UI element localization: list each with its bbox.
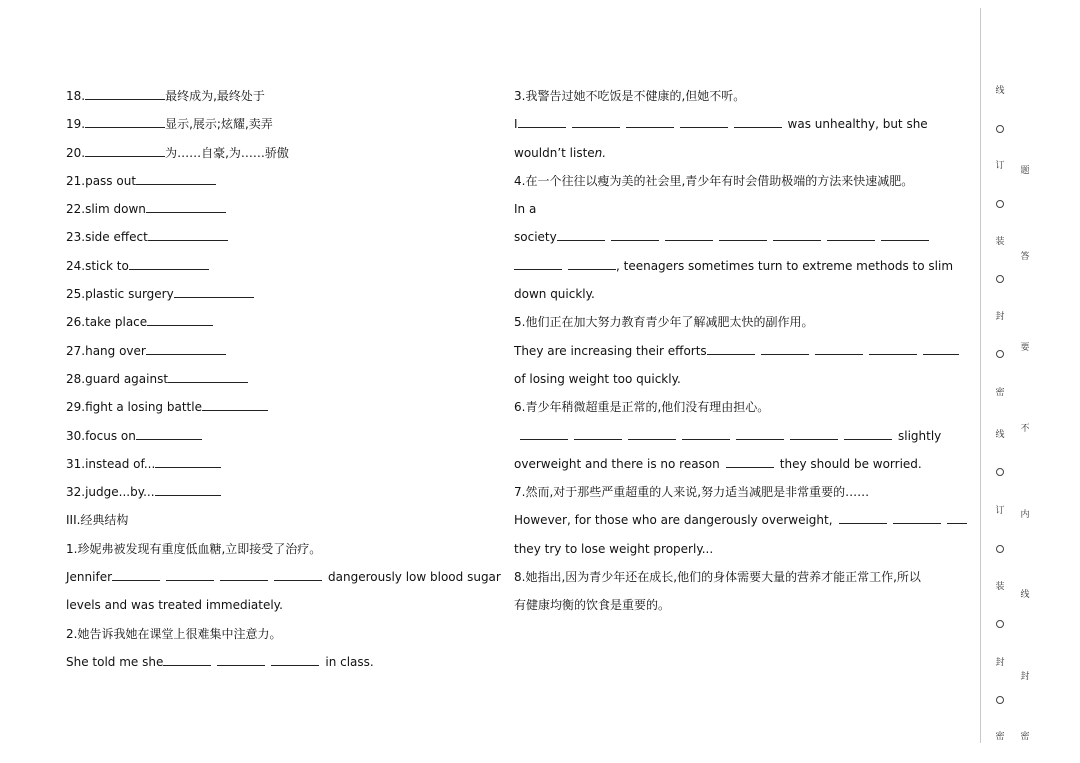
sentence-7-english-cont: they try to lose weight properly... [514, 541, 714, 556]
blank[interactable] [166, 570, 214, 581]
blank[interactable] [947, 513, 967, 524]
blank[interactable] [572, 117, 620, 128]
blank[interactable] [136, 429, 202, 440]
sentence-3-chinese: 3.我警告过她不吃饭是不健康的,但她不听。 [514, 89, 746, 103]
margin-note-char: 题 [1020, 166, 1030, 176]
margin-char: 装 [995, 582, 1005, 592]
item-28: 28.guard against [66, 365, 496, 393]
blank[interactable] [202, 400, 268, 411]
margin-char: 密 [995, 732, 1005, 742]
blank[interactable] [112, 570, 160, 581]
blank[interactable] [220, 570, 268, 581]
item-19: 19. 显示,展示;炫耀,卖弄 [66, 117, 273, 132]
sentence-7-english: However, for those who are dangerously overweight, [514, 506, 950, 534]
sentence-6-english: slightly [514, 422, 950, 450]
blank[interactable] [520, 429, 568, 440]
blank[interactable] [85, 117, 165, 128]
margin-note-char: 答 [1020, 252, 1030, 262]
blank[interactable] [155, 457, 221, 468]
blank[interactable] [719, 230, 767, 241]
sentence-5-english: They are increasing their efforts [514, 337, 950, 365]
binding-hole [996, 696, 1004, 704]
sentence-4-english-cont: society [514, 223, 950, 251]
binding-hole [996, 200, 1004, 208]
blank[interactable] [574, 429, 622, 440]
left-column [66, 82, 501, 676]
blank[interactable] [726, 457, 774, 468]
sentence-8-chinese: 8.她指出,因为青少年还在成长,他们的身体需要大量的营养才能正常工作,所以 [514, 570, 921, 585]
blank[interactable] [136, 174, 216, 185]
blank[interactable] [146, 344, 226, 355]
section-heading: III.经典结构 [66, 513, 129, 528]
item-20: 20. 为……自豪,为……骄傲 [66, 145, 289, 160]
sentence-2-chinese: 2.她告诉我她在课堂上很难集中注意力。 [66, 626, 282, 641]
item-25: 25.plastic surgery [66, 280, 496, 308]
blank[interactable] [557, 230, 605, 241]
blank[interactable] [844, 429, 892, 440]
blank[interactable] [129, 259, 209, 270]
blank[interactable] [736, 429, 784, 440]
blank[interactable] [85, 89, 165, 100]
blank[interactable] [680, 117, 728, 128]
sentence-1-chinese: 1.珍妮弗被发现有重度低血糖,立即接受了治疗。 [66, 541, 322, 556]
blank[interactable] [274, 570, 322, 581]
margin-note-char: 线 [1020, 590, 1030, 600]
sentence-3-english-cont: wouldn’t listen. [514, 145, 607, 160]
binding-hole [996, 620, 1004, 628]
blank[interactable] [839, 513, 887, 524]
margin-note-char: 内 [1020, 510, 1030, 520]
blank[interactable] [761, 344, 809, 355]
item-24: 24.stick to [66, 252, 496, 280]
blank[interactable] [85, 146, 165, 157]
blank[interactable] [881, 230, 929, 241]
item-30: 30.focus on [66, 422, 496, 450]
blank[interactable] [148, 230, 228, 241]
item-26: 26.take place [66, 308, 496, 336]
margin-char: 装 [995, 237, 1005, 247]
blank[interactable] [665, 230, 713, 241]
sentence-1-english: Jennifer dangerously low blood sugar [66, 570, 501, 585]
margin-char: 线 [995, 430, 1005, 440]
sentence-5-english-cont: of losing weight too quickly. [514, 371, 681, 386]
sentence-3-english: I was unhealthy, but she [514, 117, 928, 132]
blank[interactable] [146, 202, 226, 213]
binding-hole [996, 125, 1004, 133]
binding-hole [996, 350, 1004, 358]
margin-note-char: 密 [1020, 732, 1030, 742]
sentence-4-chinese: 4.在一个往往以瘦为美的社会里,青少年有时会借助极端的方法来快速减肥。 [514, 173, 914, 188]
blank[interactable] [271, 655, 319, 666]
binding-margin-line [980, 8, 981, 743]
item-31: 31.instead of... [66, 450, 496, 478]
blank[interactable] [611, 230, 659, 241]
binding-hole [996, 468, 1004, 476]
blank[interactable] [568, 259, 616, 270]
sentence-2-english: She told me she in class. [66, 654, 374, 669]
item-21: 21.pass out [66, 167, 496, 195]
blank[interactable] [514, 259, 562, 270]
item-32: 32.judge...by... [66, 478, 496, 506]
sentence-6-english-cont: overweight and there is no reason they should be worried. [514, 456, 922, 471]
blank[interactable] [155, 485, 221, 496]
sentence-5-chinese: 5.他们正在加大努力教育青少年了解减肥太快的副作用。 [514, 315, 814, 330]
blank[interactable] [682, 429, 730, 440]
blank[interactable] [518, 117, 566, 128]
blank[interactable] [174, 287, 254, 298]
margin-char: 封 [995, 658, 1005, 668]
sentence-4-english-cont2: , teenagers sometimes turn to extreme methods to slim [514, 252, 950, 280]
margin-char: 线 [995, 86, 1005, 96]
blank[interactable] [869, 344, 917, 355]
blank[interactable] [734, 117, 782, 128]
blank[interactable] [773, 230, 821, 241]
sentence-4-english: In a [514, 202, 537, 217]
blank[interactable] [893, 513, 941, 524]
margin-char: 密 [995, 388, 1005, 398]
item-23: 23.side effect [66, 223, 496, 251]
binding-hole [996, 275, 1004, 283]
margin-char: 订 [995, 161, 1005, 171]
right-column [514, 82, 954, 620]
margin-char: 订 [995, 506, 1005, 516]
sentence-1-english-cont: levels and was treated immediately. [66, 598, 283, 613]
sentence-8-chinese-cont: 有健康均衡的饮食是重要的。 [514, 598, 671, 613]
sentence-7-chinese: 7.然而,对于那些严重超重的人来说,努力适当减肥是非常重要的…… [514, 485, 870, 500]
binding-hole [996, 545, 1004, 553]
item-29: 29.fight a losing battle [66, 393, 496, 421]
item-18: 18. 最终成为,最终处于 [66, 89, 265, 103]
blank[interactable] [707, 344, 755, 355]
blank[interactable] [147, 315, 213, 326]
blank[interactable] [827, 230, 875, 241]
margin-note-char: 封 [1020, 672, 1030, 682]
margin-char: 封 [995, 312, 1005, 322]
blank[interactable] [815, 344, 863, 355]
blank[interactable] [628, 429, 676, 440]
sentence-4-english-cont3: down quickly. [514, 287, 595, 302]
blank[interactable] [168, 372, 248, 383]
blank[interactable] [923, 344, 959, 355]
sentence-6-chinese: 6.青少年稍微超重是正常的,他们没有理由担心。 [514, 400, 770, 415]
blank[interactable] [790, 429, 838, 440]
margin-note-char: 不 [1020, 424, 1030, 434]
margin-note-char: 要 [1020, 343, 1030, 353]
blank[interactable] [217, 655, 265, 666]
blank[interactable] [626, 117, 674, 128]
item-27: 27.hang over [66, 337, 496, 365]
item-22: 22.slim down [66, 195, 496, 223]
blank[interactable] [163, 655, 211, 666]
